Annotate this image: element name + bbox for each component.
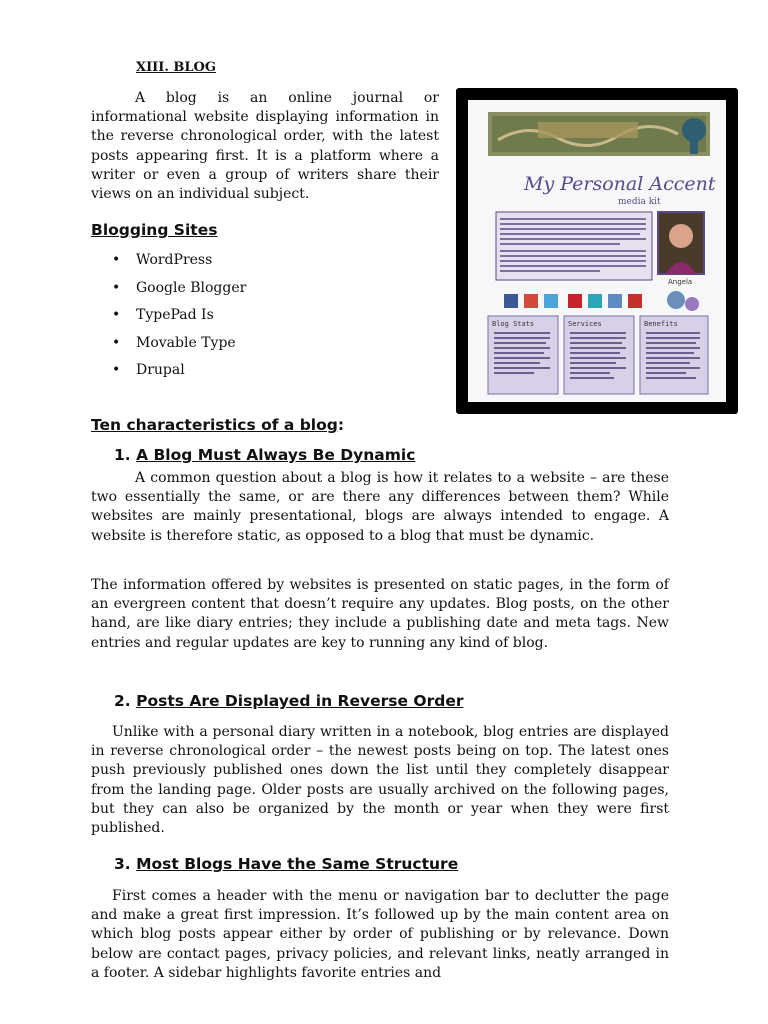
characteristics-heading: Ten characteristics of a blog: xyxy=(91,416,345,434)
list-item: • Drupal xyxy=(112,362,185,378)
plus-icon xyxy=(588,294,602,308)
bullet-icon: • xyxy=(112,252,121,268)
youtube-icon xyxy=(628,294,642,308)
svg-text:Services: Services xyxy=(568,320,602,328)
media-kit-canvas xyxy=(468,100,726,402)
linkedin-icon xyxy=(608,294,622,308)
svg-text:Benefits: Benefits xyxy=(644,320,678,328)
bullet-icon: • xyxy=(112,307,121,323)
blogging-sites-list xyxy=(112,250,246,388)
intro-paragraph xyxy=(91,89,439,204)
peacock-icon xyxy=(682,118,706,142)
characteristic-heading-3: 3. Most Blogs Have the Same Structure xyxy=(114,855,459,873)
paragraph: A common question about a blog is how it relates to a website – are these two essentially the same, or are there any differences between them? While websites are mainly presentational, blogs are always intended to engage. A website is therefore static, as opposed to a blog that must be dynamic. xyxy=(91,470,669,544)
list-item: • Google Blogger xyxy=(112,279,247,296)
intro-box xyxy=(496,212,652,280)
script-title: My Personal Accent xyxy=(524,173,716,195)
svg-text:Blog Stats: Blog Stats xyxy=(492,320,535,328)
section-title: XIII. BLOG xyxy=(136,60,216,75)
media-kit-image xyxy=(456,88,738,414)
flower-icon xyxy=(667,291,685,309)
bullet-icon: • xyxy=(112,362,121,378)
paragraph: First comes a header with the menu or navigation bar to declutter the page and make a great first impression. It’s followed up by the main content area on which blog posts appear either by order of publishing or by relevance. Down below are contact pages, privacy policies, and relevant links, neatly arranged in a footer. A sidebar highlights favorite entries and xyxy=(91,888,669,981)
google-plus-icon xyxy=(524,294,538,308)
list-item: • WordPress xyxy=(112,252,213,268)
bullet-icon: • xyxy=(112,279,121,296)
list-item: • Movable Type xyxy=(112,334,236,351)
media-kit-subtitle: media kit xyxy=(618,197,661,207)
blogging-sites-heading: Blogging Sites xyxy=(91,221,218,239)
characteristic-heading-2: 2. Posts Are Displayed in Reverse Order xyxy=(114,692,464,710)
characteristic-heading-1: 1. A Blog Must Always Be Dynamic xyxy=(114,446,416,464)
list-item: • TypePad Is xyxy=(112,307,214,323)
pinterest-icon xyxy=(568,294,582,308)
paragraph: Unlike with a personal diary written in a notebook, blog entries are displayed in reverse chronological order – the newest posts being on top. The latest ones push previously published ones down the list until they completely disappear from the landing page. Older posts are usually archived on the following pages, but they can also be organized by the month or year when they were first published. xyxy=(91,724,669,837)
twitter-icon xyxy=(544,294,558,308)
paragraph: The information offered by websites is presented on static pages, in the form of an evergreen content that doesn’t require any updates. Blog posts, on the other hand, are like diary entries; they include a publishing date and meta tags. New entries and regular updates are key to running any kind of blog. xyxy=(91,577,669,651)
bullet-icon: • xyxy=(112,334,121,351)
person-name: Angela xyxy=(668,278,693,286)
intro-text: A blog is an online journal or informational website displaying information in the reverse chronological order, with the latest posts appearing first. It is a platform where a writer or even a group of writers share their views on an individual subject. xyxy=(91,90,439,203)
facebook-icon xyxy=(504,294,518,308)
media-kit-illustration xyxy=(468,100,726,402)
